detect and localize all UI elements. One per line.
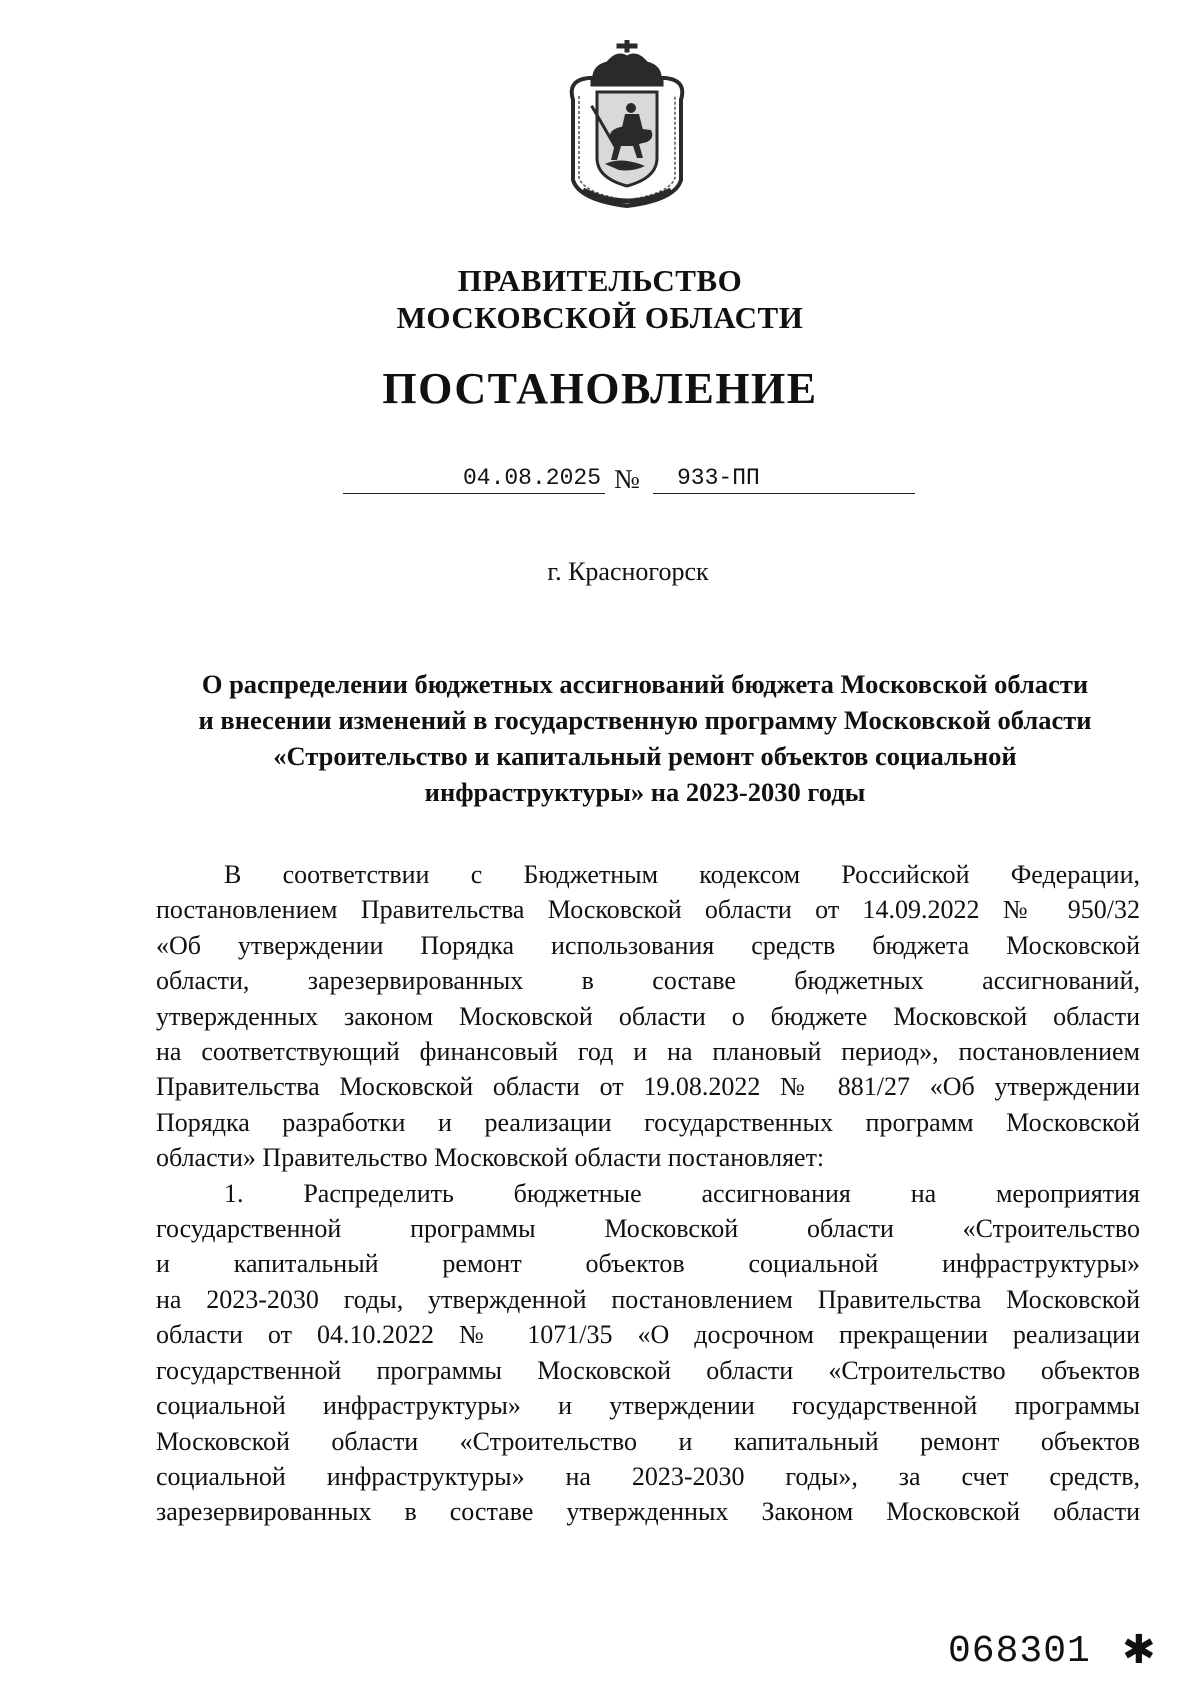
number-sign: № — [614, 464, 640, 494]
document-number: 933-ПП — [653, 458, 915, 494]
document-date: 04.08.2025 — [343, 458, 605, 494]
form-serial-number: 068301 — [948, 1630, 1091, 1673]
body-line: Правительства Московской области от 19.08.2022 № 881/27 «Об утверждении — [156, 1072, 1140, 1102]
body-line: постановлением Правительства Московской области от 14.09.2022 № 950/32 — [156, 895, 1140, 925]
organization-name-line1: ПРАВИТЕЛЬСТВО — [457, 263, 743, 298]
body-line: «Об утверждении Порядка использования средств бюджета Московской — [156, 930, 1140, 960]
body-line: области» Правительство Московской области постановляет: — [156, 1143, 825, 1173]
body-line: государственной программы Московской области «Строительство — [156, 1214, 1140, 1244]
document-title — [150, 666, 1140, 810]
body-line: области, зарезервированных в составе бюджетных ассигнований, — [156, 966, 1140, 996]
body-line: В соответствии с Бюджетным кодексом Российской Федерации, — [224, 860, 1140, 889]
title-line: инфраструктуры» на 2023-2030 годы — [424, 777, 866, 807]
body-line: области от 04.10.2022 № 1071/35 «О досрочном прекращении реализации — [156, 1320, 1140, 1350]
body-line: на 2023-2030 годы, утвержденной постановлением Правительства Московской — [156, 1284, 1140, 1314]
organization-name-line2: МОСКОВСКОЙ ОБЛАСТИ — [396, 300, 804, 335]
title-line: и внесении изменений в государственную программу Московской области — [198, 705, 1092, 735]
body-line: Порядка разработки и реализации государственных программ Московской — [156, 1107, 1140, 1137]
body-line: на соответствующий финансовый год и на плановый период», постановлением — [156, 1037, 1140, 1067]
city-line: г. Красногорск — [547, 557, 709, 586]
body-line: социальной инфраструктуры» и утверждении государственной программы — [156, 1391, 1140, 1421]
body-line: утвержденных законом Московской области о бюджете Московской области — [156, 1001, 1140, 1031]
body-line: государственной программы Московской области «Строительство объектов — [156, 1355, 1140, 1385]
title-line: «Строительство и капитальный ремонт объектов социальной — [273, 741, 1017, 771]
body-line: 1. Распределить бюджетные ассигнования на мероприятия — [224, 1178, 1140, 1208]
document-type-heading: ПОСТАНОВЛЕНИЕ — [382, 364, 818, 413]
body-line: зарезервированных в составе утвержденных Законом Московской области — [156, 1497, 1140, 1527]
title-line: О распределении бюджетных ассигнований бюджета Московской области — [201, 669, 1089, 699]
document-body — [156, 857, 1140, 1530]
coat-of-arms-icon — [563, 40, 691, 208]
asterisk-mark-icon: ✱ — [1122, 1627, 1156, 1673]
body-line: социальной инфраструктуры» на 2023-2030 годы», за счет средств, — [156, 1461, 1140, 1491]
body-line: и капитальный ремонт объектов социальной инфраструктуры» — [156, 1249, 1140, 1279]
body-line: Московской области «Строительство и капитальный ремонт объектов — [156, 1426, 1140, 1456]
